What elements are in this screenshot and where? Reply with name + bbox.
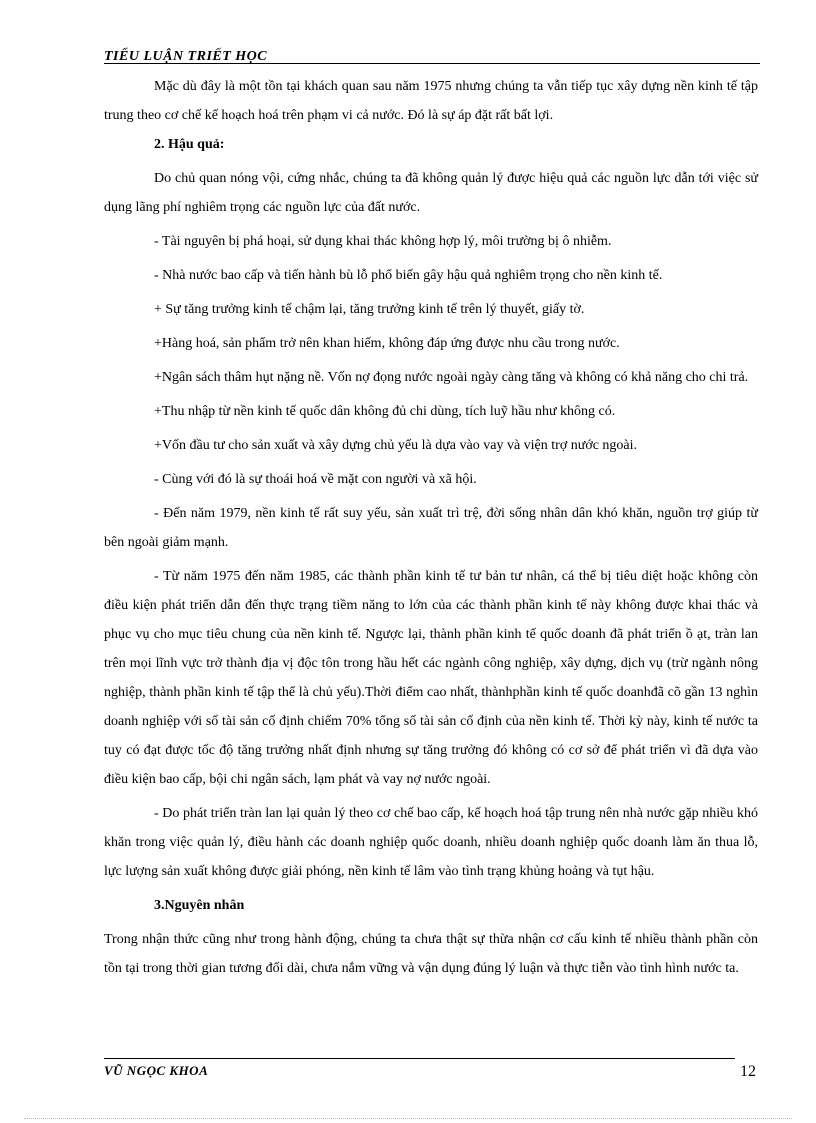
list-item: - Cùng với đó là sự thoái hoá về mặt con người và xã hội. — [154, 472, 477, 487]
list-item: - Từ năm 1975 đến năm 1985, các thành phần kinh tế tư bản tư nhân, cá thể bị tiêu diệt hoặc không còn điều kiện phát triển dẫn đến thực trạng tiềm năng to lớn của các thành phần kinh tế này không được khai thác và phục vụ cho mục tiêu chung của nền kinh tế. Ngược lại, thành phần kinh tế quốc doanh đã phát triển ồ ạt, tràn lan trên mọi lĩnh vực trở thành địa vị độc tôn trong hầu hết các ngành công nghiệp, xây dựng, dịch vụ (trừ ngành nông nghiệp, thành phần kinh tế tập thể là chủ yếu).Thời điểm cao nhất, thànhphần kinh tế quốc doanhđã cõ gần 13 nghìn doanh nghiệp với số tài sản cố định chiếm 70% tổng số tài sản cố định của nền kinh tế. Thời kỳ này, kinh tế nước ta tuy có đạt được tốc độ tăng trưởng nhất định nhưng sự tăng trưởng đó không có cơ sở để phát triển vì đã dựa vào điều kiện bao cấp, bội chi ngân sách, lạm phát và vay nợ nước ngoài. — [104, 569, 758, 787]
paragraph: Trong nhận thức cũng như trong hành động, chúng ta chưa thật sự thừa nhận cơ cấu kinh tế nhiều thành phần còn tồn tại trong thời gian tương đối dài, chưa nắm vững và vận dụng đúng lý luận và thực tiễn vào tình hình nước ta. — [104, 932, 758, 976]
header-rule — [104, 63, 760, 64]
list-item: +Thu nhập từ nền kinh tế quốc dân không đủ chi dùng, tích luỹ hầu như không có. — [154, 404, 616, 419]
page-boundary — [24, 1118, 792, 1119]
footer-author: VŨ NGỌC KHOA — [104, 1063, 209, 1078]
list-item: +Hàng hoá, sản phẩm trở nên khan hiếm, không đáp ứng được nhu cầu trong nước. — [154, 336, 620, 351]
page-number: 12 — [740, 1063, 756, 1080]
section-heading-causes: 3.Nguyên nhân — [154, 898, 245, 913]
list-item: - Tài nguyên bị phá hoại, sử dụng khai thác không hợp lý, môi trường bị ô nhiễm. — [154, 234, 612, 249]
footer-rule — [104, 1058, 735, 1059]
list-item: + Sự tăng trưởng kinh tế chậm lại, tăng trưởng kinh tế trên lý thuyết, giấy tờ. — [154, 302, 585, 317]
list-item: - Đến năm 1979, nền kinh tế rất suy yếu, sản xuất trì trệ, đời sống nhân dân khó khăn, nguồn trợ giúp từ bên ngoài giảm mạnh. — [104, 506, 758, 550]
document-body — [104, 72, 758, 983]
list-item: - Do phát triển tràn lan lại quản lý theo cơ chế bao cấp, kế hoạch hoá tập trung nên nhà nước gặp nhiều khó khăn trong việc quản lý, điều hành các doanh nghiệp quốc doanh, nhiều doanh nghiệp quốc doanh làm ăn thua lỗ, lực lượng sản xuất không được giải phóng, nền kinh tế lâm vào tình trạng khủng hoảng và tụt hậu. — [104, 806, 758, 879]
list-item: - Nhà nước bao cấp và tiến hành bù lỗ phổ biến gây hậu quả nghiêm trọng cho nền kinh tế. — [154, 268, 663, 283]
paragraph-intro: Mặc dù đây là một tồn tại khách quan sau năm 1975 nhưng chúng ta vẫn tiếp tục xây dựng nền kinh tế tập trung theo cơ chế kế hoạch hoá trên phạm vi cả nước. Đó là sự áp đặt rất bất lợi. — [104, 79, 758, 123]
section-heading-consequences: 2. Hậu quả: — [154, 137, 225, 152]
list-item: +Vốn đầu tư cho sản xuất và xây dựng chủ yếu là dựa vào vay và viện trợ nước ngoài. — [154, 438, 638, 453]
paragraph: Do chủ quan nóng vội, cứng nhắc, chúng ta đã không quản lý được hiệu quả các nguồn lực dẫn tới việc sử dụng lãng phí nghiêm trọng các nguồn lực của đất nước. — [104, 171, 758, 215]
header-title: TIỂU LUẬN TRIẾT HỌC — [104, 49, 268, 64]
list-item: +Ngân sách thâm hụt nặng nề. Vốn nợ đọng nước ngoài ngày càng tăng và không có khả năng cho chi trả. — [154, 370, 749, 385]
